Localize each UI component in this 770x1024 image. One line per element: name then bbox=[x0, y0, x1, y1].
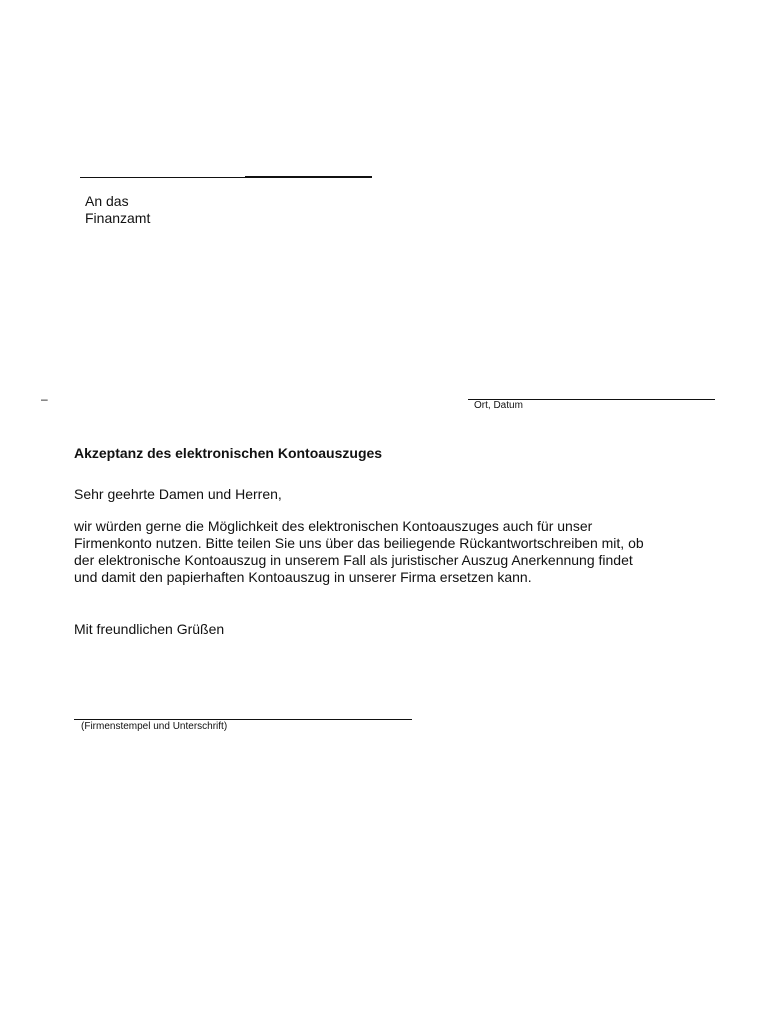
body-line-2: Firmenkonto nutzen. Bitte teilen Sie uns über das beiliegende Rückantwortschreiben mit, ob bbox=[74, 535, 644, 551]
closing: Mit freundlichen Grüßen bbox=[74, 621, 225, 637]
letter-subject: Akzeptanz des elektronischen Kontoauszuges bbox=[74, 445, 383, 461]
body-paragraph bbox=[74, 518, 644, 586]
signature-label: (Firmenstempel und Unterschrift) bbox=[81, 721, 228, 732]
recipient-line-2: Finanzamt bbox=[85, 210, 151, 226]
body-line-3: der elektronische Kontoauszug in unserem Fall als juristischer Auszug Anerkennung findet bbox=[74, 552, 633, 568]
salutation: Sehr geehrte Damen und Herren, bbox=[74, 486, 282, 502]
body-line-1: wir würden gerne die Möglichkeit des elektronischen Kontoauszuges auch für unser bbox=[74, 518, 593, 534]
sender-line bbox=[80, 177, 245, 178]
signature-line bbox=[74, 719, 412, 720]
body-line-4: und damit den papierhaften Kontoauszug in unserer Firma ersetzen kann. bbox=[74, 569, 532, 585]
fold-mark: – bbox=[41, 392, 48, 406]
place-date-label: Ort, Datum bbox=[474, 400, 523, 411]
recipient-line-1: An das bbox=[85, 193, 129, 209]
sender-line-bold bbox=[245, 176, 372, 178]
recipient-address bbox=[85, 193, 150, 227]
